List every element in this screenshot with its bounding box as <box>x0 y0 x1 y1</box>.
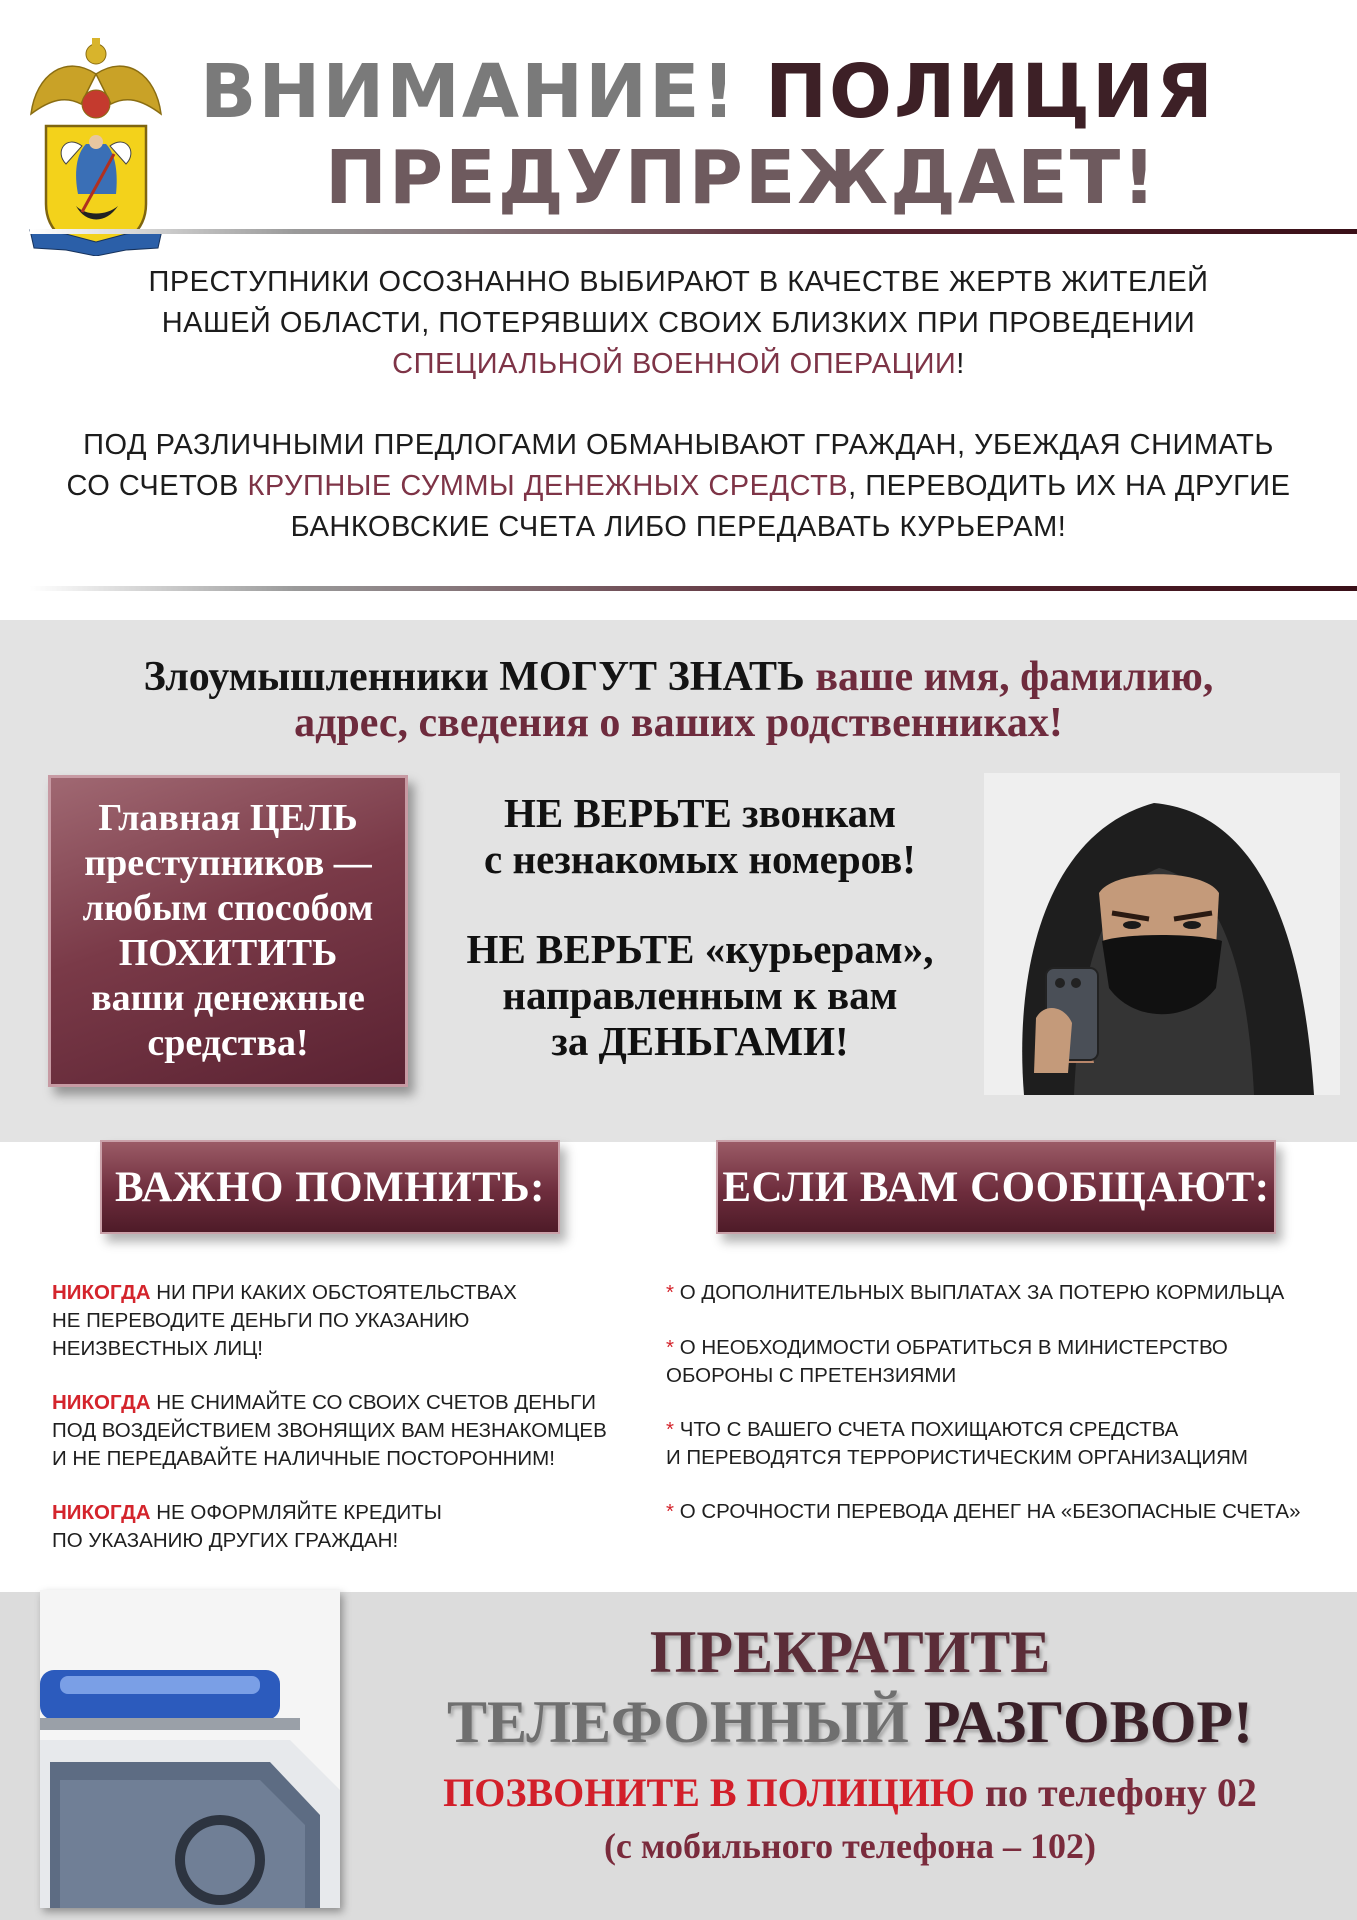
bullet-star: * <box>666 1281 674 1304</box>
page-title-line1 <box>200 49 1215 135</box>
claim-2-line1: О НЕОБХОДИМОСТИ ОБРАТИТЬСЯ В МИНИСТЕРСТВО <box>679 1336 1228 1359</box>
intro-highlight-sums: КРУПНЫЕ СУММЫ ДЕНЕЖНЫХ СРЕДСТВ <box>247 470 849 502</box>
intro-p1-line3-end: ! <box>956 348 965 380</box>
claim-3-line2: И ПЕРЕВОДЯТСЯ ТЕРРОРИСТИЧЕСКИМ ОРГАНИЗАЦИЯМ <box>666 1446 1248 1469</box>
section-title-reports: ЕСЛИ ВАМ СООБЩАЮТ: <box>716 1140 1276 1234</box>
goal-line4: ПОХИТИТЬ <box>118 932 338 974</box>
warning-couriers-line2: направленным к вам <box>502 972 898 1018</box>
rule-2-line2: ПОД ВОЗДЕЙСТВИЕМ ЗВОНЯЩИХ ВАМ НЕЗНАКОМЦЕВ <box>52 1419 607 1442</box>
mobile-number-line: (с мобильного телефона – 102) <box>603 1826 1097 1866</box>
rule-1-line2: НЕ ПЕРЕВОДИТЕ ДЕНЬГИ ПО УКАЗАНИЮ <box>52 1309 470 1332</box>
claim-1-line1: О ДОПОЛНИТЕЛЬНЫХ ВЫПЛАТАХ ЗА ПОТЕРЮ КОРМИЛЬЦА <box>679 1281 1285 1304</box>
intro-p1-line3 <box>20 344 1337 385</box>
stop-call-phone-word: ТЕЛЕФОННЫЙ <box>447 1689 924 1755</box>
goal-line5: ваши денежные <box>91 977 365 1019</box>
knows-wine-text-2: адрес, сведения о ваших родственниках! <box>294 700 1063 746</box>
stop-call-title-line1: ПРЕКРАТИТЕ <box>649 1619 1051 1685</box>
warning-couriers <box>420 926 980 1064</box>
header-divider <box>30 229 1357 234</box>
police-emblem-icon <box>26 34 166 256</box>
rule-never-1: НИКОГДА <box>52 1281 151 1304</box>
intro-p2-line2 <box>20 466 1337 507</box>
warning-calls <box>420 790 980 882</box>
call-police-red: ПОЗВОНИТЕ В ПОЛИЦИЮ <box>443 1770 985 1815</box>
rule-never-2: НИКОГДА <box>52 1391 151 1414</box>
intro-p2-line3: БАНКОВСКИЕ СЧЕТА ЛИБО ПЕРЕДАВАТЬ КУРЬЕРАМ! <box>290 511 1067 543</box>
knows-wine-text-1: ваше имя, фамилию, <box>815 654 1214 700</box>
intro-p1-line2: НАШЕЙ ОБЛАСТИ, ПОТЕРЯВШИХ СВОИХ БЛИЗКИХ ПРИ ПРОВЕДЕНИИ <box>161 307 1196 339</box>
intro-paragraph-2 <box>20 425 1337 548</box>
intro-paragraph-1 <box>20 262 1337 385</box>
warning-couriers-line1: НЕ ВЕРЬТЕ «курьерам», <box>466 926 934 972</box>
claim-item <box>666 1416 1248 1472</box>
bullet-star: * <box>666 1418 674 1441</box>
page-title-line2: ПРЕДУПРЕЖДАЕТ! <box>325 135 1158 221</box>
warning-calls-line1: НЕ ВЕРЬТЕ звонкам <box>503 790 897 836</box>
warning-calls-line2: с незнакомых номеров! <box>484 836 916 882</box>
claim-4-line1: О СРОЧНОСТИ ПЕРЕВОДА ДЕНЕГ НА «БЕЗОПАСНЫЕ СЧЕТА» <box>679 1500 1301 1523</box>
intro-p2-line1: ПОД РАЗЛИЧНЫМИ ПРЕДЛОГАМИ ОБМАНЫВАЮТ ГРАЖДАН, УБЕЖДАЯ СНИМАТЬ <box>83 429 1274 461</box>
call-police-number: по телефону 02 <box>984 1770 1257 1815</box>
police-car-lightbar-image <box>40 1590 340 1908</box>
bullet-star: * <box>666 1500 674 1523</box>
section-title-important: ВАЖНО ПОМНИТЬ: <box>100 1140 560 1234</box>
claim-2-line2: ОБОРОНЫ С ПРЕТЕНЗИЯМИ <box>666 1364 957 1387</box>
rule-3-line1: НЕ ОФОРМЛЯЙТЕ КРЕДИТЫ <box>150 1501 442 1524</box>
goal-line6: средства! <box>147 1022 309 1064</box>
intro-highlight-svo: СПЕЦИАЛЬНОЙ ВОЕННОЙ ОПЕРАЦИИ <box>392 348 957 380</box>
rule-1-line3: НЕИЗВЕСТНЫХ ЛИЦ! <box>52 1337 263 1360</box>
title-police: ПОЛИЦИЯ <box>765 49 1215 135</box>
bullet-star: * <box>666 1336 674 1359</box>
intro-p2-line2-start: СО СЧЕТОВ <box>66 470 248 502</box>
rule-3-line2: ПО УКАЗАНИЮ ДРУГИХ ГРАЖДАН! <box>52 1529 399 1552</box>
claim-3-line1: ЧТО С ВАШЕГО СЧЕТА ПОХИЩАЮТСЯ СРЕДСТВА <box>679 1418 1179 1441</box>
intro-divider <box>30 586 1357 591</box>
goal-line2: преступников — <box>84 842 372 884</box>
knows-dark-text: Злоумышленники МОГУТ ЗНАТЬ <box>143 654 816 700</box>
rule-2-line1: НЕ СНИМАЙТЕ СО СВОИХ СЧЕТОВ ДЕНЬГИ <box>150 1391 596 1414</box>
rule-item <box>52 1499 442 1555</box>
claim-item <box>666 1334 1228 1390</box>
rule-1-line1: НИ ПРИ КАКИХ ОБСТОЯТЕЛЬСТВАХ <box>150 1281 517 1304</box>
stop-call-title-line2 <box>360 1690 1340 1754</box>
criminals-goal-box <box>48 775 408 1087</box>
rule-never-3: НИКОГДА <box>52 1501 151 1524</box>
hooded-fraudster-image <box>984 773 1340 1095</box>
warning-couriers-line3: за ДЕНЬГАМИ! <box>551 1018 849 1064</box>
title-attention: ВНИМАНИЕ! <box>200 49 738 135</box>
goal-line3: любым способом <box>82 887 374 929</box>
rule-2-line3: И НЕ ПЕРЕДАВАЙТЕ НАЛИЧНЫЕ ПОСТОРОННИМ! <box>52 1447 555 1470</box>
goal-line1: Главная ЦЕЛЬ <box>98 797 358 839</box>
intro-p2-line2-end: , ПЕРЕВОДИТЬ ИХ НА ДРУГИЕ <box>848 470 1291 502</box>
stop-call-conversation-word: РАЗГОВОР! <box>923 1689 1253 1755</box>
intro-p1-line1: ПРЕСТУПНИКИ ОСОЗНАННО ВЫБИРАЮТ В КАЧЕСТВЕ ЖЕРТВ ЖИТЕЛЕЙ <box>148 266 1209 298</box>
claim-item <box>666 1498 1300 1526</box>
rule-item <box>52 1279 517 1363</box>
claim-item <box>666 1279 1284 1307</box>
call-police-line <box>360 1770 1340 1816</box>
fraudsters-know-heading <box>20 654 1337 746</box>
rule-item <box>52 1389 607 1473</box>
